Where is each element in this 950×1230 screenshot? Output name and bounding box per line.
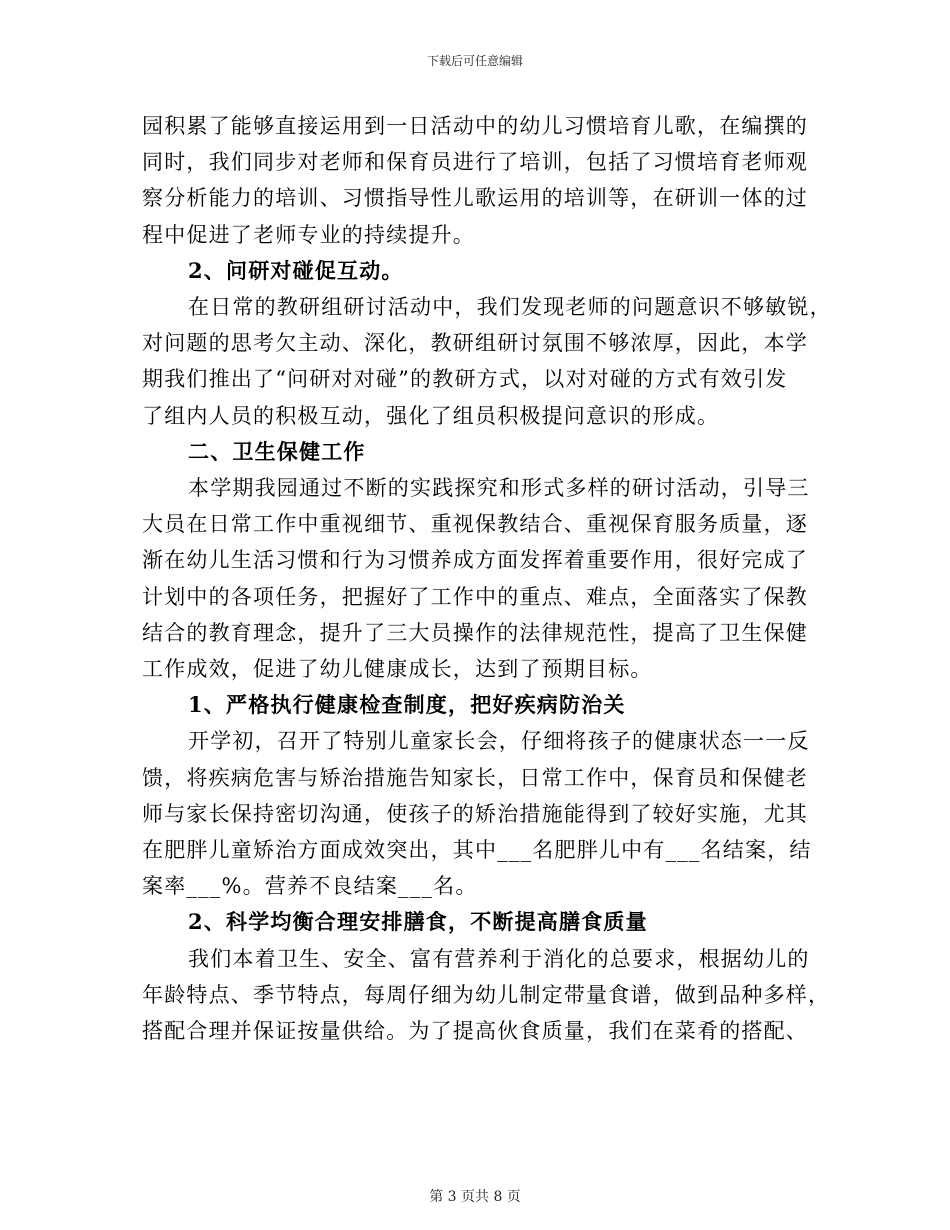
text-line: 对问题的思考欠主动、深化，教研组研讨氛围不够浓厚，因此，本学 xyxy=(142,331,808,356)
page-footer: 第 3 页共 8 页 xyxy=(429,1189,521,1205)
text-line: 同时，我们同步对老师和保育员进行了培训，包括了习惯培育老师观 xyxy=(142,150,808,175)
text-line: 了组内人员的积极互动，强化了组员积极提问意识的形成。 xyxy=(142,403,720,428)
text-line: 计划中的各项任务，把握好了工作中的重点、难点，全面落实了保教 xyxy=(142,584,808,609)
section-heading-diet: 2、科学均衡合理安排膳食，不断提高膳食质量 xyxy=(188,909,648,935)
text-line: 园积累了能够直接运用到一日活动中的幼儿习惯培育儿歌，在编撰的 xyxy=(142,114,808,138)
text-line: 年龄特点、季节特点，每周仔细为幼儿制定带量食谱，做到品种多样， xyxy=(142,982,831,1007)
text-line: 我们本着卫生、安全、富有营养利于消化的总要求，根据幼儿的 xyxy=(188,946,810,971)
text-line: 在日常的教研组研讨活动中，我们发现老师的问题意识不够敏锐， xyxy=(188,295,832,320)
paragraph-health-check xyxy=(142,723,812,904)
text-line: 渐在幼儿生活习惯和行为习惯养成方面发挥着重要作用，很好完成了 xyxy=(142,548,808,573)
text-line: 馈，将疾病危害与矫治措施告知家长，日常工作中，保育员和保健老 xyxy=(142,765,808,790)
section-heading-health-care: 二、卫生保健工作 xyxy=(188,438,366,464)
text-line: 师与家长保持密切沟通，使孩子的矫治措施能得到了较好实施，尤其 xyxy=(142,801,808,826)
paragraph-habit-songs xyxy=(142,108,808,253)
text-line: 工作成效，促进了幼儿健康成长，达到了预期目标。 xyxy=(142,657,653,682)
text-line: 搭配合理并保证按量供给。为了提高伙食质量，我们在菜肴的搭配、 xyxy=(142,1019,808,1044)
text-line: 结合的教育理念，提升了三大员操作的法律规范性，提高了卫生保健 xyxy=(142,620,808,645)
page-header: 下载后可任意编辑 xyxy=(426,54,523,68)
document-body xyxy=(142,108,832,1049)
paragraph-research-interaction xyxy=(142,289,832,434)
section-heading-health-check: 1、严格执行健康检查制度，把好疾病防治关 xyxy=(188,692,626,718)
text-line: 程中促进了老师专业的持续提升。 xyxy=(142,222,475,247)
text-line: 大员在日常工作中重视细节、重视保教结合、重视保育服务质量，逐 xyxy=(142,512,808,537)
section-heading-research-interaction: 2、问研对碰促互动。 xyxy=(188,257,404,283)
text-line: 察分析能力的培训、习惯指导性儿歌运用的培训等，在研训一体的过 xyxy=(142,186,808,211)
text-line: 期我们推出了“问研对对碰”的教研方式，以对对碰的方式有效引发 xyxy=(142,367,788,392)
text-line: 开学初，召开了特别儿童家长会，仔细将孩子的健康状态一一反 xyxy=(188,729,810,754)
text-line: 案率___%。营养不良结案___名。 xyxy=(142,874,478,899)
paragraph-diet xyxy=(142,941,831,1050)
text-line: 本学期我园通过不断的实践探究和形式多样的研讨活动，引导三 xyxy=(188,476,810,501)
paragraph-health-care xyxy=(142,470,808,687)
text-line: 在肥胖儿童矫治方面成效突出，其中___名肥胖儿中有___名结案，结 xyxy=(142,838,812,863)
